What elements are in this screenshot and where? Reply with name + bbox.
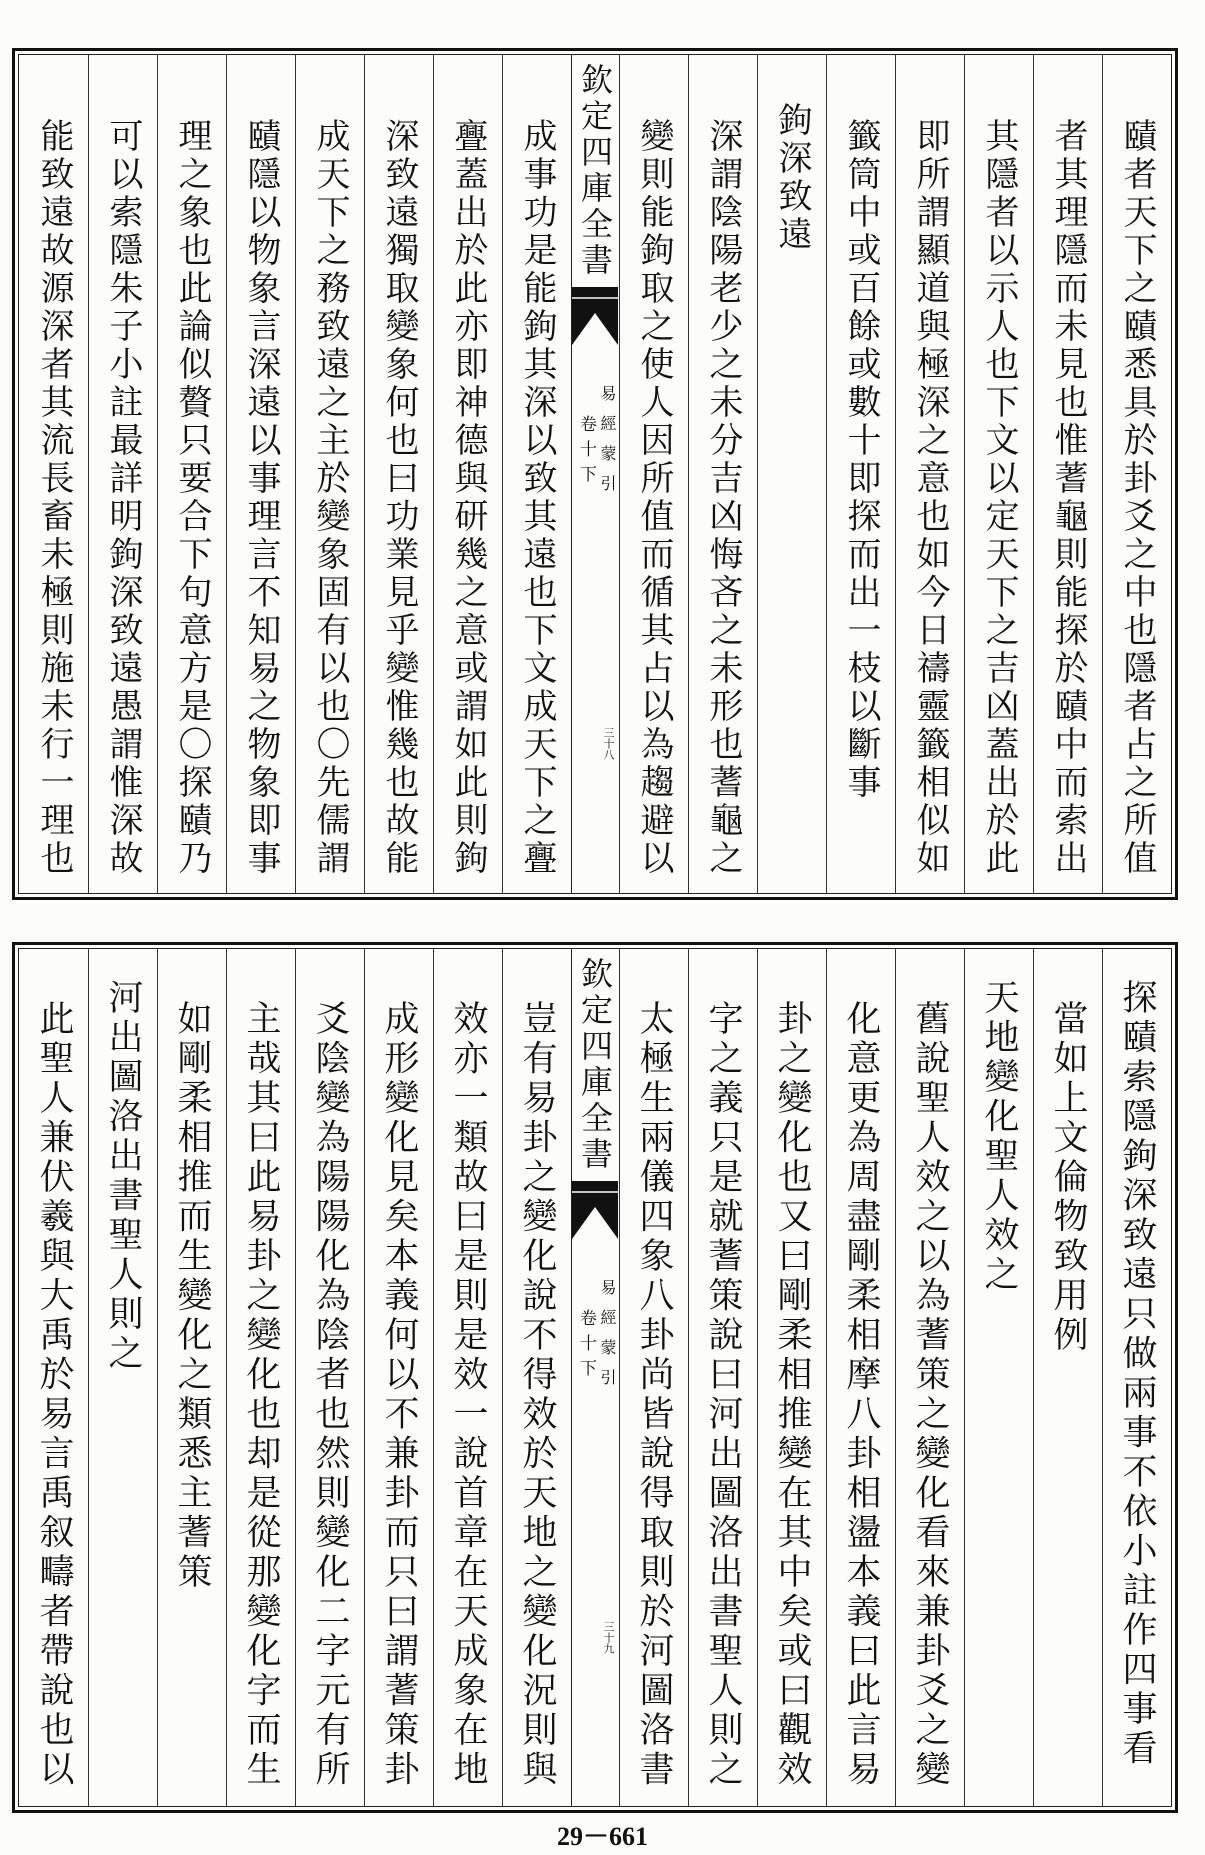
text-column: [688, 949, 757, 1806]
column-text: 成天下之務致遠之主於變象固有以也〇先儒謂: [310, 118, 350, 878]
text-column: [1033, 949, 1102, 1806]
text-column: [1033, 55, 1102, 893]
text-column: [826, 55, 895, 893]
text-column: [895, 949, 964, 1806]
column-text: 即所謂顯道與極深之意也如今日禱靈籤相似如: [910, 118, 950, 878]
volume-label: 卷十下: [576, 1309, 596, 1384]
column-text: 成形變化見矣本義何以不兼卦而只曰謂蓍策卦: [379, 1000, 419, 1790]
column-text: 如剛柔相推而生變化之類悉主蓍策: [172, 1000, 212, 1593]
column-text: 化意更為周盡剛柔相摩八卦相盪本義曰此言易: [841, 1000, 881, 1790]
collection-title: 欽定四庫全書: [576, 957, 614, 1173]
page-number: 三十八: [602, 727, 615, 760]
column-text: 效亦一類故曰是則是效一說首章在天成象在地: [448, 1000, 488, 1790]
heading-text: 鉤深致遠: [772, 102, 812, 254]
page-number: 三十九: [602, 1621, 615, 1654]
column-text: 此聖人兼伏羲與大禹於易言禹叙疇者帶說也以: [34, 1000, 74, 1790]
lower-center-fold-column: [571, 949, 619, 1806]
column-text: 深致遠獨取變象何也曰功業見乎變惟幾也故能: [379, 118, 419, 878]
column-text: 籤筒中或百餘或數十即探而出一枝以斷事: [841, 118, 881, 802]
text-column: [19, 949, 88, 1806]
text-column: [157, 55, 226, 893]
column-text: 可以索隱朱子小註最詳明鉤深致遠愚謂惟深故: [103, 118, 143, 878]
heading-column: [964, 949, 1033, 1806]
heading-text: 天地變化聖人效之: [979, 979, 1019, 1295]
book-title: 易經蒙引: [598, 1279, 617, 1399]
sheet-number: 29－661: [556, 1822, 648, 1851]
text-column: [619, 949, 688, 1806]
text-column: [433, 949, 502, 1806]
heading-text: 河出圖洛出書聖人則之: [103, 979, 143, 1374]
column-text: 當如上文倫物致用例: [1048, 1000, 1088, 1356]
column-text: 成事功是能鉤其深以致其遠也下文成天下之亹: [517, 118, 557, 878]
text-column: [502, 949, 571, 1806]
column-text: 主哉其曰此易卦之變化也却是從那變化字而生: [241, 1000, 281, 1790]
volume-label: 卷十下: [576, 415, 596, 490]
column-text: 探賾索隱鉤深致遠只做兩事不依小註作四事看: [1117, 979, 1157, 1769]
fish-tail-icon: [572, 287, 618, 345]
text-column: [964, 55, 1033, 893]
text-column: [619, 55, 688, 893]
heading-column: [88, 949, 157, 1806]
upper-leaf-panel: [12, 48, 1178, 900]
lower-left-half-columns: [19, 949, 571, 1806]
text-column: [826, 949, 895, 1806]
text-column: [502, 55, 571, 893]
column-text: 字之義只是就蓍策說曰河出圖洛出書聖人則之: [703, 1000, 743, 1790]
upper-left-half-columns: [19, 55, 571, 893]
column-text: 賾者天下之賾悉具於卦爻之中也隱者占之所值: [1117, 118, 1157, 878]
upper-right-half-columns: [619, 55, 1171, 893]
collection-title: 欽定四庫全書: [576, 63, 614, 279]
column-text: 變則能鉤取之使人因所值而循其占以為趨避以: [634, 118, 674, 878]
column-text: 爻陰變為陽陽化為陰者也然則變化二字元有所: [310, 1000, 350, 1790]
text-column: [1102, 55, 1171, 893]
text-column: [295, 55, 364, 893]
text-column: [226, 55, 295, 893]
text-column: [364, 55, 433, 893]
fish-tail-icon: [572, 1181, 618, 1239]
upper-center-fold-column: [571, 55, 619, 893]
raised-text-column: [1102, 949, 1171, 1806]
column-text: 舊說聖人效之以為蓍策之變化看來兼卦爻之變: [910, 1000, 950, 1790]
lower-leaf-frame: [18, 948, 1172, 1807]
text-column: [757, 949, 826, 1806]
column-text: 者其理隱而未見也惟蓍龜則能探於賾中而索出: [1048, 118, 1088, 878]
lower-leaf-panel: [12, 942, 1178, 1813]
heading-column: [757, 55, 826, 893]
text-column: [226, 949, 295, 1806]
text-column: [433, 55, 502, 893]
column-text: 賾隱以物象言深遠以事理言不知易之物象即事: [241, 118, 281, 878]
column-text: 豈有易卦之變化說不得效於天地之變化況則與: [517, 1000, 557, 1790]
column-text: 深謂陰陽老少之未分吉凶悔吝之未形也蓍龜之: [703, 118, 743, 878]
column-text: 其隱者以示人也下文以定天下之吉凶蓋出於此: [979, 118, 1019, 878]
text-column: [88, 55, 157, 893]
column-text: 卦之變化也又曰剛柔相推變在其中矣或曰觀效: [772, 1000, 812, 1790]
text-column: [157, 949, 226, 1806]
lower-right-half-columns: [619, 949, 1171, 1806]
text-column: [364, 949, 433, 1806]
book-title: 易經蒙引: [598, 385, 617, 505]
column-text: 能致遠故源深者其流長畜未極則施未行一理也: [34, 118, 74, 878]
column-text: 亹蓋出於此亦即神德與研幾之意或謂如此則鉤: [448, 118, 488, 878]
column-text: 理之象也此論似贅只要合下句意方是〇探賾乃: [172, 118, 212, 878]
text-column: [895, 55, 964, 893]
column-text: 太極生兩儀四象八卦尚皆說得取則於河圖洛書: [634, 1000, 674, 1790]
text-column: [19, 55, 88, 893]
text-column: [295, 949, 364, 1806]
upper-leaf-frame: [18, 54, 1172, 894]
text-column: [688, 55, 757, 893]
